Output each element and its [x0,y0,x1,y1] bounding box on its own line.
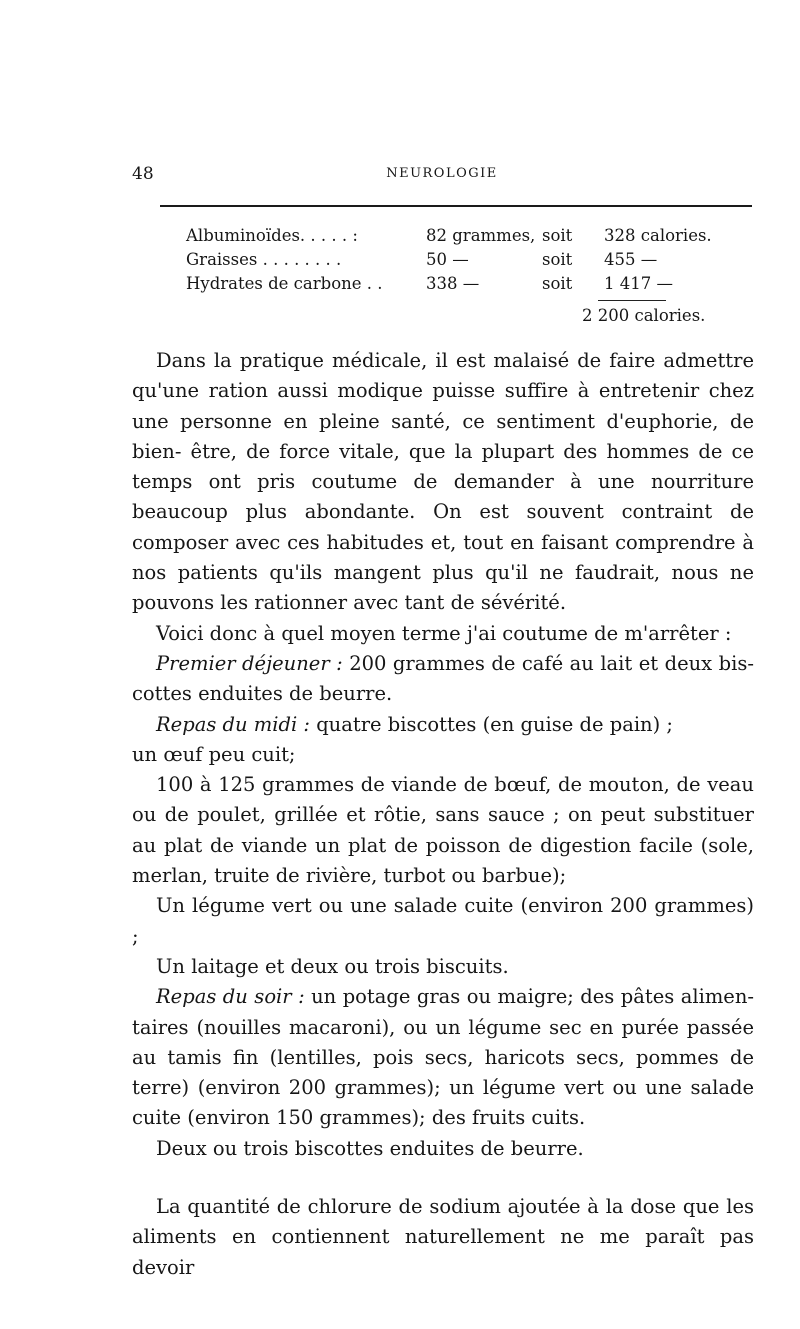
line: être, de force vitale, que la plupart des hommes de ce temps [132,439,754,494]
paragraph-rusks: Deux ou trois biscottes enduites de beurre. [156,1136,584,1160]
table-row [186,224,712,248]
paragraph-breakfast [132,649,754,710]
paragraph-egg: un œuf peu cuit; [132,742,296,766]
page-header [132,164,752,192]
total-rule [598,300,666,301]
line: cuite (environ 150 grammes); des fruits cuits. [132,1106,586,1130]
nutrient-quantity: 338 — [426,274,480,293]
line: une personne en pleine santé, ce sentiment d'euphorie, de bien- [132,409,754,463]
table-row [186,248,706,272]
line: abondante. On est souvent contraint de composer avec ces [132,500,754,554]
line: 100 à 125 grammes de viande de bœuf, de mouton, de veau ou [132,773,754,827]
breakfast-label: Premier déjeuner : [156,651,343,675]
nutrient-calories: 455 — [604,250,658,269]
line: 200 grammes de café au lait et deux bis- [342,651,754,675]
line: terre) (environ 200 grammes); un légume vert ou une salade [132,1076,754,1100]
dinner-label: Repas du soir : [156,985,305,1009]
paragraph-dinner [132,982,754,1133]
nutrient-label: Hydrates de carbone . . [186,274,383,293]
nutrient-quantity: 50 — [426,250,469,269]
nutrient-soit: soit [542,274,573,293]
paragraph-ration [132,346,754,619]
running-title: NEUROLOGIE [386,166,498,181]
paragraph-lunch [132,710,754,740]
line: mangent plus qu'il ne faudrait, nous ne pouvons les rationner [132,561,754,615]
nutrient-quantity: 82 grammes, [426,226,536,245]
nutrient-calories: 328 calories. [604,226,712,245]
nutrient-calories: 1 417 — [604,274,673,293]
line: ont pris coutume de demander à une nourriture beaucoup plus [132,470,754,524]
line: au tamis fin (lentilles, pois secs, haricots secs, pommes de [132,1045,754,1069]
body-text [132,346,754,1283]
nutrient-label: Graisses . . . . . . . . [186,250,342,269]
lunch-text: quatre biscottes (en guise de pain) ; [310,712,673,736]
line: Dans la pratique médicale, il est malaisé de faire admettre [156,349,754,372]
paragraph-salt [132,1192,754,1283]
line: avec tant de sévérité. [353,591,567,615]
line: merlan, truite de rivière, turbot ou barbue); [132,864,567,888]
paragraph-vegetable: Un légume vert ou une salade cuite (environ 200 grammes) ; [132,894,754,948]
line: plat de viande un plat de poisson de digestion facile (sole, [164,833,755,857]
paragraph-dairy: Un laitage et deux ou trois biscuits. [156,954,509,978]
nutrient-label: Albuminoïdes. . . . . : [186,226,358,245]
line: cottes enduites de beurre. [132,682,393,706]
line: de poulet, grillée et rôtie, sans sauce ; on peut substituer au [132,803,755,857]
line: un potage gras ou maigre; des pâtes alimen- [304,985,754,1009]
total-calories: 2 200 calories. [582,306,706,325]
line: habitudes et, tout en faisant comprendre à nos patients qu'ils [132,530,754,585]
nutrient-soit: soit [542,226,573,245]
line: aliments en contiennent naturellement ne me paraît pas devoir [132,1225,754,1279]
nutrition-table [186,224,712,296]
header-rule [160,205,752,207]
table-row [186,272,706,296]
line: taires (nouilles macaroni), ou un légume sec en purée passée [132,1015,754,1039]
paragraph-intro: Voici donc à quel moyen terme j'ai coutume de m'arrêter : [156,621,732,645]
paragraph-meat [132,770,754,891]
line: qu'une ration aussi modique puisse suffire à entretenir chez [132,379,754,403]
nutrient-soit: soit [542,250,573,269]
page-number: 48 [132,164,154,184]
line: La quantité de chlorure de sodium ajoutée à la dose que les [156,1195,754,1219]
lunch-label: Repas du midi : [156,712,310,736]
